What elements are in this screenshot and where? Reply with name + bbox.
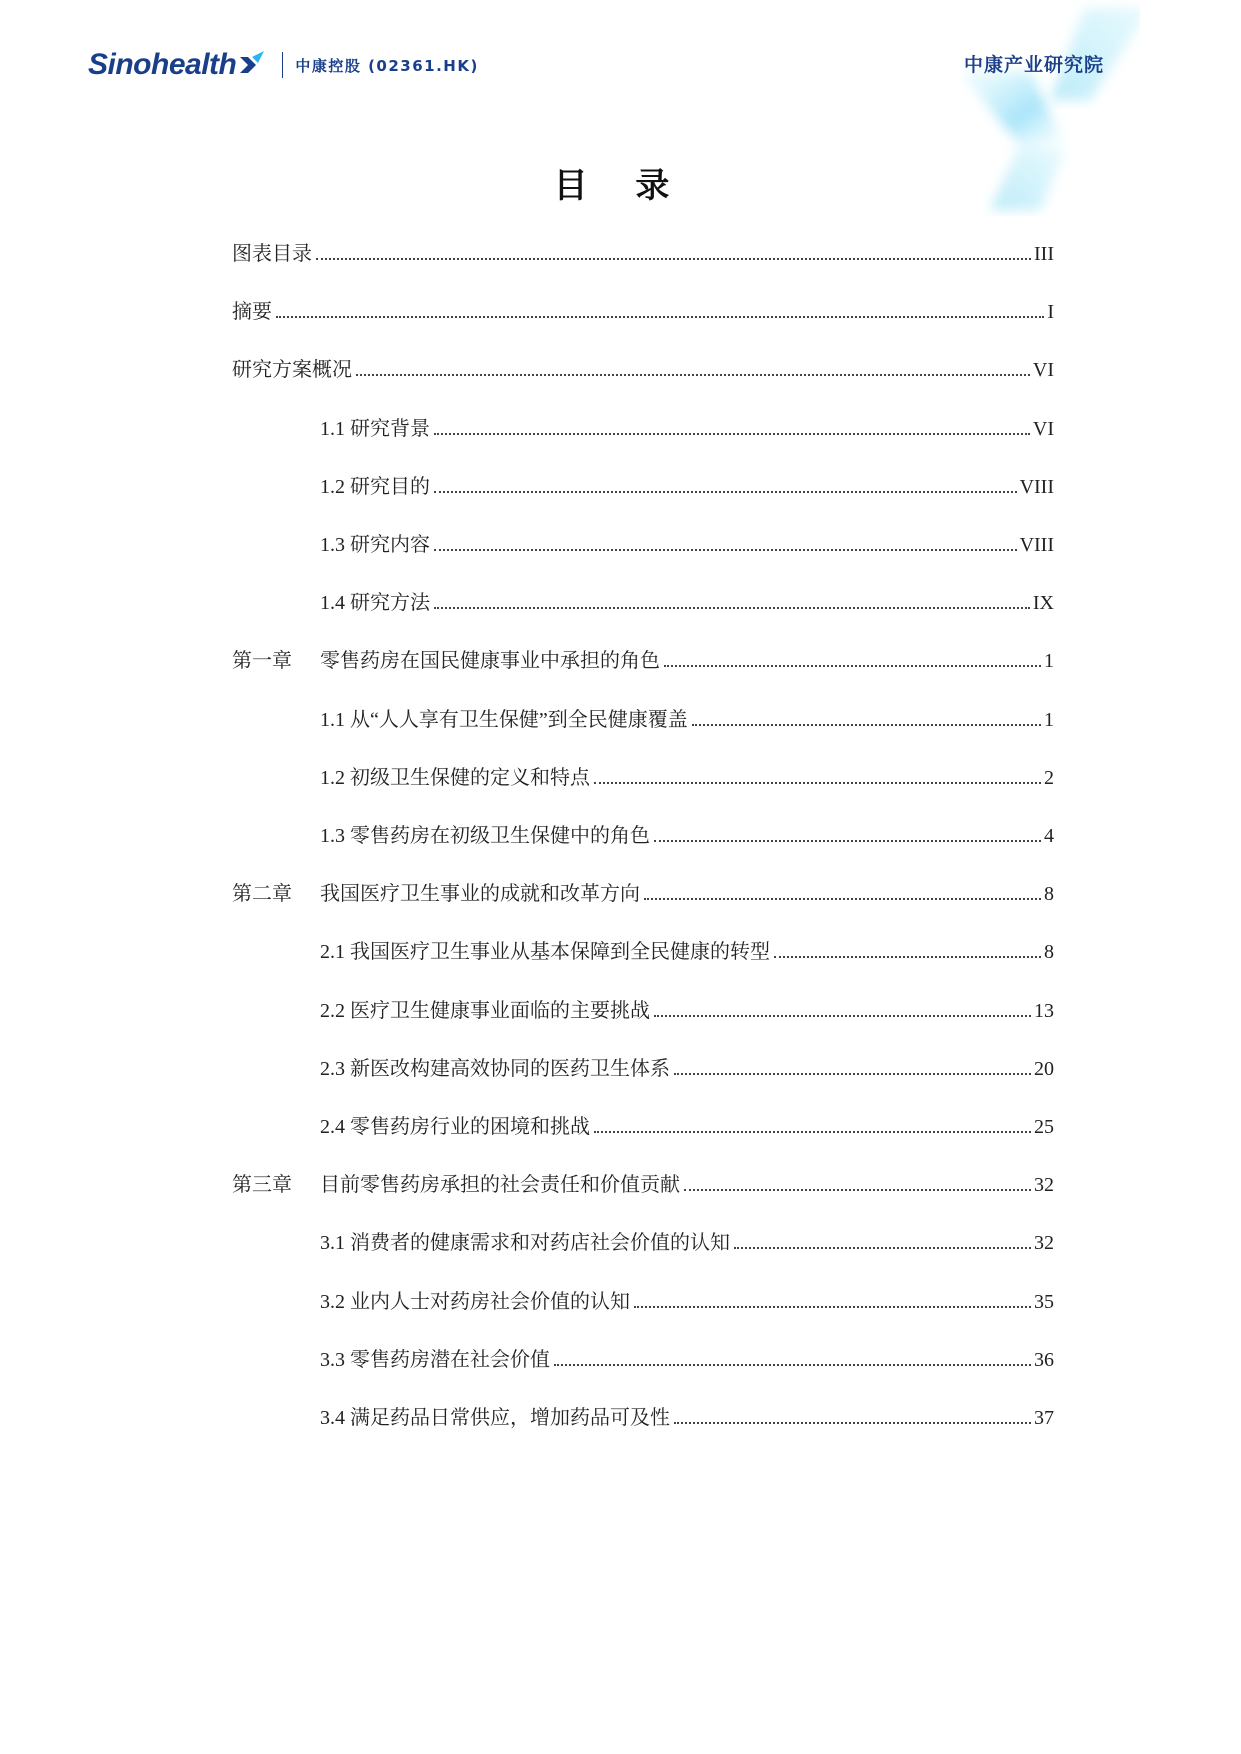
toc-entry-label: 图表目录 — [232, 243, 312, 265]
toc-entry-label: 3.1 消费者的健康需求和对药店社会价值的认知 — [320, 1232, 730, 1255]
dot-leader — [434, 433, 1030, 435]
toc-entry-title — [320, 761, 590, 790]
toc-page-number: 32 — [1034, 1232, 1054, 1255]
toc-entry-label: 1.1 从“人人享有卫生保健”到全民健康覆盖 — [320, 708, 688, 731]
toc-page-number: 25 — [1034, 1116, 1054, 1138]
toc-entry-title — [320, 1285, 630, 1314]
toc-entry-title — [232, 877, 640, 906]
toc-entry-title — [320, 703, 688, 732]
toc-page-number: 8 — [1044, 941, 1054, 964]
dot-leader — [594, 1131, 1031, 1133]
toc-entry-label: 2.4 零售药房行业的困境和挑战 — [320, 1116, 590, 1138]
toc-page-number: VIII — [1019, 534, 1054, 556]
institute-name: 中康产业研究院 — [964, 54, 1105, 76]
page-header — [0, 0, 1241, 110]
toc-page-number: 37 — [1034, 1407, 1054, 1429]
toc-entry[interactable] — [232, 993, 1054, 1023]
dot-leader — [634, 1306, 1031, 1308]
toc-page-number: 35 — [1034, 1290, 1054, 1313]
toc-entry-label: 研究方案概况 — [232, 359, 352, 382]
toc-entry-label: 我国医疗卫生事业的成就和改革方向 — [320, 883, 640, 906]
toc-entry[interactable] — [232, 469, 1054, 499]
toc-entry-title — [320, 1110, 590, 1139]
toc-entry-label: 零售药房在国民健康事业中承担的角色 — [320, 650, 660, 673]
dot-leader — [654, 840, 1041, 842]
toc-entry-label: 1.4 研究方法 — [320, 592, 430, 615]
dot-leader — [434, 491, 1017, 493]
toc-entry[interactable] — [232, 352, 1054, 382]
toc-entry[interactable] — [232, 1284, 1054, 1314]
dot-leader — [276, 316, 1044, 318]
toc-entry-title — [232, 237, 312, 266]
toc-entry[interactable] — [232, 934, 1054, 964]
toc-entry-title — [320, 470, 430, 499]
dot-leader — [674, 1073, 1031, 1075]
toc-entry-title — [320, 1226, 730, 1255]
toc-entry-label: 1.3 零售药房在初级卫生保健中的角色 — [320, 825, 650, 847]
toc-entry[interactable] — [232, 527, 1054, 557]
toc-entry-title — [320, 1401, 670, 1430]
brand-name: Sinohealth — [88, 48, 237, 81]
toc-page-number: 1 — [1044, 708, 1054, 731]
dot-leader — [774, 956, 1041, 958]
toc-page-number: VI — [1032, 359, 1054, 382]
toc-entry[interactable] — [232, 1109, 1054, 1139]
toc-entry-label: 1.3 研究内容 — [320, 534, 430, 556]
toc-entry-title — [320, 1343, 550, 1372]
brand-subtitle: 中康控股 (02361.HK) — [295, 56, 479, 75]
dot-leader — [674, 1422, 1031, 1424]
toc-entry-title — [232, 1168, 680, 1197]
toc-entry-title — [320, 819, 650, 848]
toc-entry[interactable] — [232, 643, 1054, 673]
toc-entry[interactable] — [232, 585, 1054, 615]
toc-entry-title — [320, 994, 650, 1023]
dot-leader — [654, 1015, 1031, 1017]
toc-entry-label: 摘要 — [232, 301, 272, 324]
toc-entry-label: 3.3 零售药房潜在社会价值 — [320, 1348, 550, 1371]
toc-page-number: VI — [1032, 417, 1054, 440]
toc-entry[interactable] — [232, 1400, 1054, 1430]
toc-entry-label: 目前零售药房承担的社会责任和价值贡献 — [320, 1174, 680, 1197]
dot-leader — [356, 374, 1030, 376]
dot-leader — [734, 1247, 1031, 1249]
page-title: 目 录 — [553, 166, 688, 206]
divider — [282, 52, 283, 78]
dot-leader — [434, 549, 1017, 551]
toc-entry-title — [320, 412, 430, 441]
dot-leader — [554, 1364, 1031, 1366]
toc-entry-label: 3.2 业内人士对药房社会价值的认知 — [320, 1290, 630, 1313]
toc-entry[interactable] — [232, 1225, 1054, 1255]
toc-entry[interactable] — [232, 294, 1054, 324]
toc-entry[interactable] — [232, 236, 1054, 266]
toc-entry-label: 1.1 研究背景 — [320, 417, 430, 440]
toc-entry-label: 3.4 满足药品日常供应，增加药品可及性 — [320, 1407, 670, 1429]
toc-entry-label: 1.2 初级卫生保健的定义和特点 — [320, 766, 590, 789]
toc-entry-title — [320, 1052, 670, 1081]
toc-chapter-number: 第一章 — [232, 650, 292, 673]
dot-leader — [434, 607, 1030, 609]
toc-entry-title — [320, 935, 770, 964]
toc-chapter-number: 第二章 — [232, 883, 292, 906]
toc-entry[interactable] — [232, 818, 1054, 848]
toc-page-number: 32 — [1034, 1174, 1054, 1197]
toc-entry[interactable] — [232, 1167, 1054, 1197]
toc-page-number: 2 — [1044, 766, 1054, 789]
toc-entry-label: 2.1 我国医疗卫生事业从基本保障到全民健康的转型 — [320, 941, 770, 964]
toc-entry-title — [232, 644, 660, 673]
toc-entry[interactable] — [232, 1051, 1054, 1081]
toc-entry[interactable] — [232, 1342, 1054, 1372]
dot-leader — [644, 898, 1041, 900]
dot-leader — [594, 782, 1041, 784]
dot-leader — [316, 258, 1031, 260]
toc-entry-title — [232, 295, 272, 324]
toc-entry-title — [320, 586, 430, 615]
toc-chapter-number: 第三章 — [232, 1174, 292, 1197]
toc-entry[interactable] — [232, 411, 1054, 441]
toc-page-number: 1 — [1044, 650, 1054, 673]
toc-page-number: 13 — [1034, 999, 1054, 1022]
toc-page-number: 8 — [1044, 883, 1054, 906]
dot-leader — [664, 665, 1041, 667]
toc-entry[interactable] — [232, 760, 1054, 790]
toc-page-number: 20 — [1034, 1057, 1054, 1080]
toc-page-number: IX — [1032, 592, 1054, 615]
toc-entry-label: 2.2 医疗卫生健康事业面临的主要挑战 — [320, 999, 650, 1022]
toc-entry-label: 1.2 研究目的 — [320, 475, 430, 498]
chevron-logo-icon — [238, 51, 266, 79]
toc-page-number: 4 — [1044, 825, 1054, 847]
sinohealth-logo — [88, 48, 479, 82]
toc-entry[interactable] — [232, 876, 1054, 906]
dot-leader — [692, 724, 1041, 726]
toc-entry-label: 2.3 新医改构建高效协同的医药卫生体系 — [320, 1057, 670, 1080]
toc-page-number: I — [1047, 301, 1054, 324]
toc-entry-title — [232, 353, 352, 382]
toc-entry-title — [320, 528, 430, 557]
dot-leader — [684, 1189, 1031, 1191]
toc-page-number: 36 — [1034, 1348, 1054, 1371]
toc-entry[interactable] — [232, 702, 1054, 732]
toc-page-number: III — [1034, 243, 1054, 265]
toc-page-number: VIII — [1019, 475, 1054, 498]
